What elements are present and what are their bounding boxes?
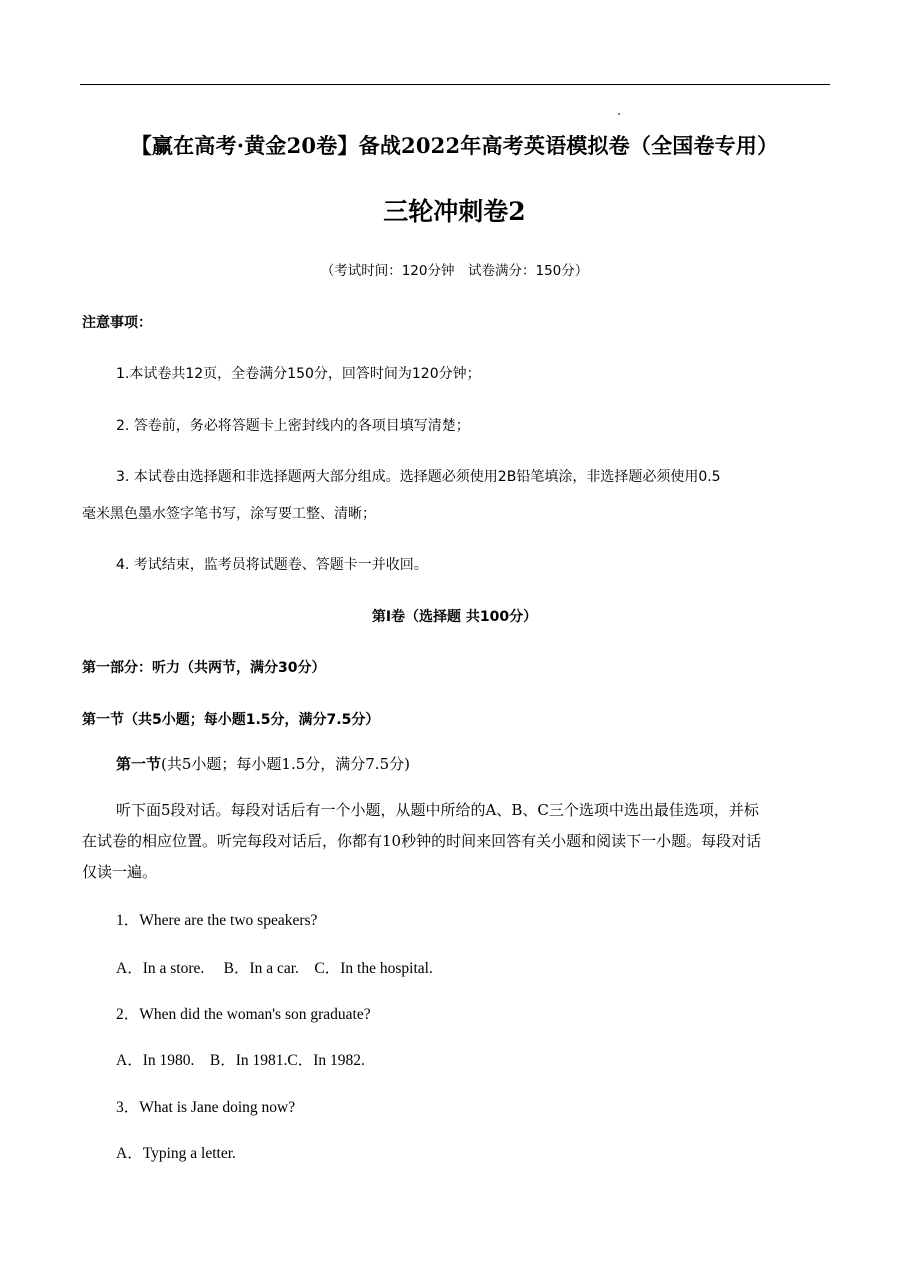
question-1-options: A．In a store. B．In a car. C．In the hospital. [116, 960, 433, 977]
notice-item-4: 4. 考试结束，监考员将试题卷、答题卡一并收回。 [116, 557, 428, 573]
question-2-options: A．In 1980. B．In 1981.C．In 1982. [116, 1052, 365, 1069]
speck-mark [618, 113, 620, 115]
section-title-repeat [116, 753, 410, 774]
question-3: 3．What is Jane doing now? [116, 1099, 296, 1116]
header-rule [80, 84, 830, 85]
section-title: 第一节（共5小题；每小题1.5分，满分7.5分） [82, 712, 380, 728]
document-title: 【赢在高考·黄金20卷】备战2022年高考英语模拟卷（全国卷专用） [130, 133, 779, 158]
notice-item-1: 1.本试卷共12页，全卷满分150分，回答时间为120分钟； [116, 366, 481, 382]
section-title-repeat-bold: 第一节 [116, 755, 162, 773]
notice-item-3-continued: 毫米黑色墨水签字笔书写，涂写要工整、清晰； [82, 506, 376, 522]
document-subtitle: 三轮冲刺卷2 [383, 197, 526, 226]
exam-time-info: （考试时间：120分钟 试卷满分：150分） [320, 263, 589, 279]
instructions-line-1: 听下面5段对话。每段对话后有一个小题，从题中所给的A、B、C三个选项中选出最佳选项，并标 [116, 801, 759, 819]
question-2: 2．When did the woman's son graduate? [116, 1006, 371, 1023]
notice-item-2: 2. 答卷前，务必将答题卡上密封线内的各项目填写清楚； [116, 418, 470, 434]
question-1: 1．Where are the two speakers? [116, 912, 318, 929]
notice-item-3: 3. 本试卷由选择题和非选择题两大部分组成。选择题必须使用2B铅笔填涂，非选择题必须使用0.5 [116, 469, 721, 485]
question-3-options: A．Typing a letter. [116, 1145, 236, 1162]
instructions-line-2: 在试卷的相应位置。听完每段对话后，你都有10秒钟的时间来回答有关小题和阅读下一小题。每段对话 [82, 832, 762, 850]
volume-title: 第I卷（选择题 共100分） [371, 609, 538, 625]
part-title: 第一部分：听力（共两节，满分30分） [82, 660, 326, 676]
instructions-line-3: 仅读一遍。 [82, 863, 158, 881]
section-title-repeat-rest: (共5小题；每小题1.5分，满分7.5分) [161, 755, 410, 773]
notice-heading: 注意事项： [82, 315, 152, 331]
